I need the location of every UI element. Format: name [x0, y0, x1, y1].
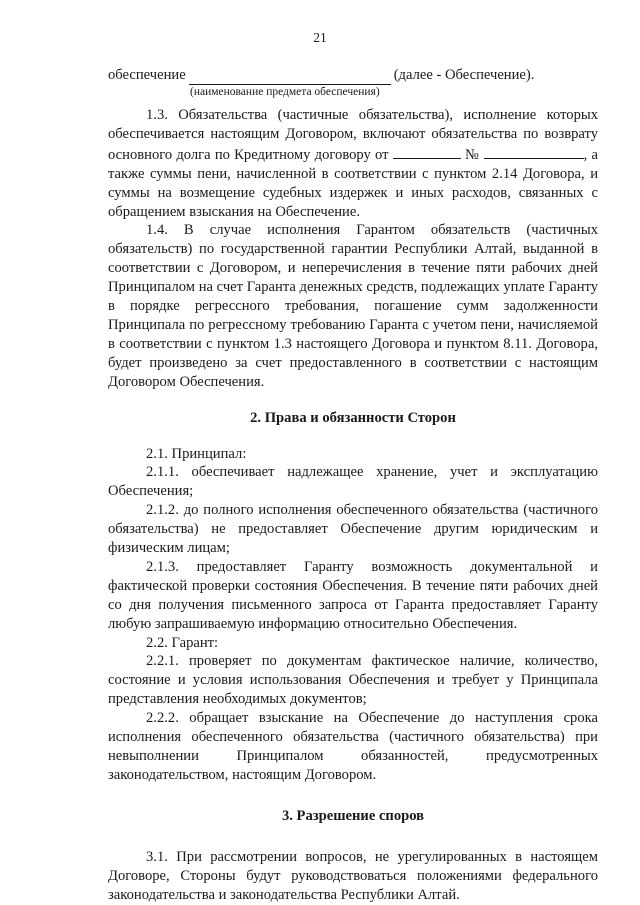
- clause-1-3-text-b: , а также суммы пени, начисленной в соответствии с пунктом 2.14 Договора, и суммы на возмещение судебных издержек и иных расходов, связанных с обращением взыскания на Обеспечение.: [108, 146, 598, 220]
- clause-3-1: 3.1. При рассмотрении вопросов, не урегулированных в настоящем Договоре, Стороны будут руководствоваться положениями федерального законодательства и законодательства Республики Алтай.: [108, 848, 598, 903]
- collateral-suffix: (далее - Обеспечение).: [393, 67, 535, 83]
- contract-date-blank: [393, 144, 461, 159]
- document-body: [108, 106, 598, 904]
- page-number: 21: [313, 30, 327, 45]
- clause-2-1: 2.1. Принципал:: [146, 445, 247, 462]
- section-2-heading: 2. Права и обязанности Сторон: [250, 409, 456, 426]
- collateral-prefix: обеспечение: [108, 67, 186, 83]
- clause-2-1-3: 2.1.3. предоставляет Гаранту возможность документальной и фактической проверки состояния Обеспечения. В течение пяти рабочих дней со дня получения письменного запроса от Гаранта предоставляет Гаранту любую запрашиваемую информацию относительно Обеспечения.: [108, 558, 598, 632]
- clause-2-1-2: 2.1.2. до полного исполнения обеспеченного обязательства (частичного обязательства) не предоставляет Обеспечение другим юридическим и физическим лицам;: [108, 502, 598, 557]
- clause-2-2: 2.2. Гарант:: [146, 634, 219, 651]
- clause-1-4: 1.4. В случае исполнения Гарантом обязательств (частичных обязательств) по государственной гарантии Республики Алтай, выданной в соответствии с Договором, и неперечисления в течение пяти рабочих дней Принципалом на счет Гаранта денежных средств, подлежащих уплате Гаранту в порядке регрессного требования, погашение сумм задолженности Принципала по регрессному требованию Гаранта с учетом пени, начисляемой в соответствии с пунктом 1.3 настоящего Договора и пунктом 8.11. Договора, будет произведено за счет предоставленного в соответствии с настоящим Договором Обеспечения.: [108, 222, 598, 390]
- clause-2-2-1: 2.2.1. проверяет по документам фактическое наличие, количество, состояние и условия использования Обеспечения и требует у Принципала представления необходимых документов;: [108, 653, 598, 708]
- clause-1-3: [108, 106, 598, 221]
- clause-1-3-number-sign: №: [464, 146, 480, 163]
- collateral-caption: (наименование предмета обеспечения): [190, 86, 380, 98]
- clause-2-2-2: 2.2.2. обращает взыскание на Обеспечение до наступления срока исполнения обеспеченного обязательства (частичного обязательства) при невыполнении Принципалом обязанностей, предусмотренных законодательством, настоящим Договором.: [108, 710, 598, 783]
- clause-1-3-text-a: 1.3. Обязательства (частичные обязательства), исполнение которых обеспечивается настоящим Договором, включают обязательства по возврату основного долга по Кредитному договору от: [108, 107, 598, 163]
- clause-2-1-1: 2.1.1. обеспечивает надлежащее хранение, учет и эксплуатацию Обеспечения;: [108, 464, 598, 500]
- contract-number-blank: [484, 144, 584, 159]
- section-3-heading: 3. Разрешение споров: [281, 807, 425, 824]
